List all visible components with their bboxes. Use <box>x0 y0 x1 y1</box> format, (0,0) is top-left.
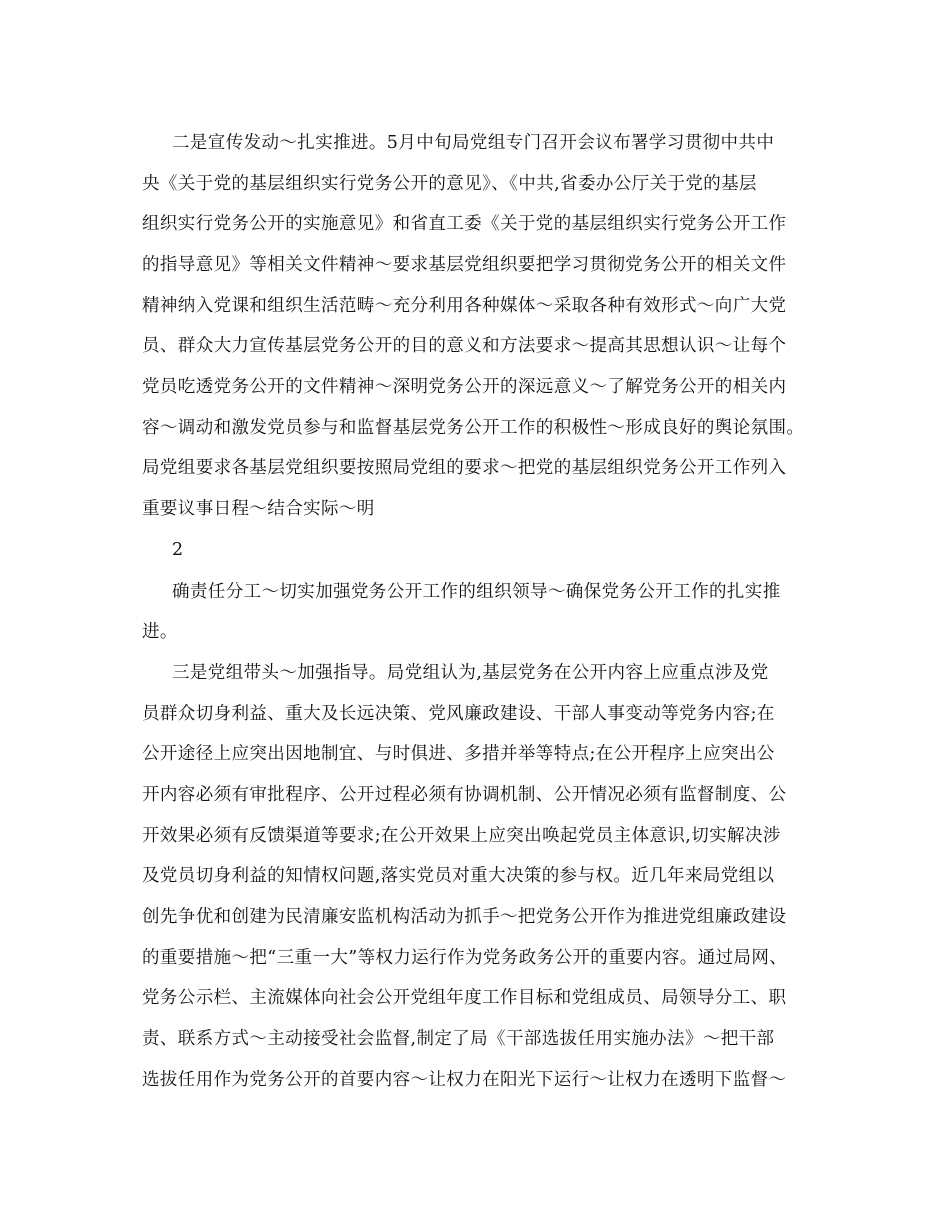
paragraph-1-line-8: 容～调动和激发党员参与和监督基层党务公开工作的积极性～形成良好的舆论氛围。 <box>142 418 805 438</box>
paragraph-3-line-8: 的重要措施～把“三重一大”等权力运行作为党务政务公开的重要内容。通过局网、 <box>142 948 788 968</box>
paragraph-1-line-7: 党员吃透党务公开的文件精神～深明党务公开的深远意义～了解党务公开的相关内 <box>142 377 787 397</box>
paragraph-3-line-6: 及党员切身利益的知情权问题,落实党员对重大决策的参与权。近几年来局党组以 <box>142 866 775 886</box>
paragraph-3-line-7: 创先争优和创建为民清廉安监机构活动为抓手～把党务公开作为推进党组廉政建设 <box>142 907 787 927</box>
paragraph-3-line-10: 责、联系方式～主动接受社会监督,制定了局《干部选拔任用实施办法》～把干部 <box>142 1029 775 1049</box>
paragraph-3-line-4: 开内容必须有审批程序、公开过程必须有协调机制、公开情况必须有监督制度、公 <box>142 785 787 805</box>
paragraph-3-line-11: 选拔任用作为党务公开的首要内容～让权力在阳光下运行～让权力在透明下监督～ <box>142 1070 787 1090</box>
paragraph-1-line-2: 央《关于党的基层组织实行党务公开的意见》、《中共,省委办公厅关于党的基层 <box>142 174 757 194</box>
paragraph-1-line-4: 的指导意见》等相关文件精神～要求基层党组织要把学习贯彻党务公开的相关文件 <box>142 255 787 275</box>
paragraph-2-line-1: 确责任分工～切实加强党务公开工作的组织领导～确保党务公开工作的扎实推 <box>172 582 781 602</box>
paragraph-3-line-9: 党务公示栏、主流媒体向社会公开党组年度工作目标和党组成员、局领导分工、职 <box>142 988 787 1008</box>
page-number: 2 <box>172 540 184 560</box>
paragraph-1-line-1: 二是宣传发动～扎实推进。5月中旬局党组专门召开会议布署学习贯彻中共中 <box>172 133 775 153</box>
paragraph-2-line-2: 进。 <box>142 622 178 642</box>
paragraph-1-line-6: 员、群众大力宣传基层党务公开的目的意义和方法要求～提高其思想认识～让每个 <box>142 336 787 356</box>
paragraph-3-line-5: 开效果必须有反馈渠道等要求;在公开效果上应突出唤起党员主体意识,切实解决涉 <box>142 826 781 846</box>
paragraph-1-line-3: 组织实行党务公开的实施意见》和省直工委《关于党的基层组织实行党务公开工作 <box>142 214 787 234</box>
paragraph-1-line-9: 局党组要求各基层党组织要按照局党组的要求～把党的基层组织党务公开工作列入 <box>142 458 787 478</box>
paragraph-3-line-2: 员群众切身利益、重大及长远决策、党风廉政建设、干部人事变动等党务内容;在 <box>142 704 775 724</box>
paragraph-1-line-10: 重要议事日程～结合实际～明 <box>142 499 375 519</box>
paragraph-1-line-5: 精神纳入党课和组织生活范畴～充分利用各种媒体～采取各种有效形式～向广大党 <box>142 296 787 316</box>
paragraph-3-line-1: 三是党组带头～加强指导。局党组认为,基层党务在公开内容上应重点涉及党 <box>172 663 769 683</box>
paragraph-3-line-3: 公开途径上应突出因地制宜、与时俱进、多措并举等特点;在公开程序上应突出公 <box>142 744 775 764</box>
